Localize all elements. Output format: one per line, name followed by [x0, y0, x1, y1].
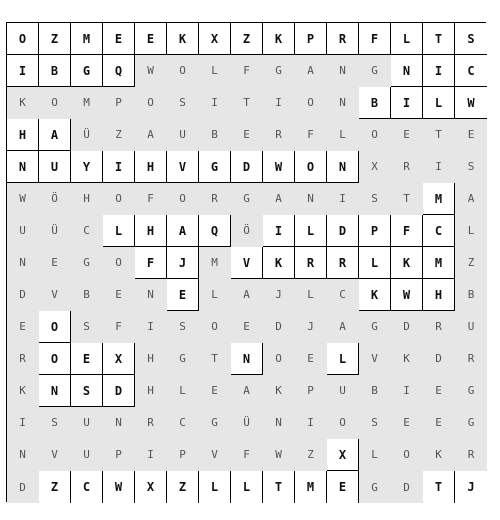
- grid-cell-r4-c7[interactable]: D: [231, 151, 263, 183]
- grid-cell-r13-c4[interactable]: I: [135, 439, 167, 471]
- grid-cell-r0-c14[interactable]: S: [455, 23, 487, 55]
- grid-cell-r8-c2[interactable]: B: [71, 279, 103, 311]
- grid-cell-r12-c10[interactable]: O: [327, 407, 359, 439]
- grid-cell-r2-c12[interactable]: I: [391, 87, 423, 119]
- grid-cell-r10-c2[interactable]: E: [71, 343, 103, 375]
- grid-cell-r5-c6[interactable]: R: [199, 183, 231, 215]
- grid-cell-r7-c9[interactable]: R: [295, 247, 327, 279]
- grid-cell-r11-c10[interactable]: U: [327, 375, 359, 407]
- grid-cell-r9-c0[interactable]: E: [7, 311, 39, 343]
- grid-cell-r13-c14[interactable]: R: [455, 439, 487, 471]
- grid-cell-r0-c12[interactable]: L: [391, 23, 423, 55]
- grid-cell-r8-c12[interactable]: W: [391, 279, 423, 311]
- grid-cell-r1-c8[interactable]: G: [263, 55, 295, 87]
- grid-cell-r14-c8[interactable]: T: [263, 471, 295, 503]
- grid-cell-r4-c6[interactable]: G: [199, 151, 231, 183]
- grid-cell-r6-c9[interactable]: L: [295, 215, 327, 247]
- grid-cell-r0-c8[interactable]: K: [263, 23, 295, 55]
- grid-cell-r3-c6[interactable]: B: [199, 119, 231, 151]
- grid-cell-r13-c13[interactable]: K: [423, 439, 455, 471]
- grid-cell-r0-c13[interactable]: T: [423, 23, 455, 55]
- grid-cell-r3-c0[interactable]: H: [7, 119, 39, 151]
- grid-cell-r0-c4[interactable]: E: [135, 23, 167, 55]
- grid-cell-r3-c13[interactable]: T: [423, 119, 455, 151]
- grid-cell-r9-c11[interactable]: G: [359, 311, 391, 343]
- grid-cell-r3-c2[interactable]: Ü: [71, 119, 103, 151]
- grid-cell-r5-c5[interactable]: O: [167, 183, 199, 215]
- grid-cell-r9-c4[interactable]: I: [135, 311, 167, 343]
- word-search-grid: [6, 22, 486, 502]
- grid-cell-r1-c3[interactable]: Q: [103, 55, 135, 87]
- grid-cell-r13-c8[interactable]: W: [263, 439, 295, 471]
- grid-cell-r6-c13[interactable]: C: [423, 215, 455, 247]
- grid-cell-r4-c9[interactable]: O: [295, 151, 327, 183]
- grid-cell-r14-c2[interactable]: C: [71, 471, 103, 503]
- grid-cell-r1-c12[interactable]: N: [391, 55, 423, 87]
- grid-cell-r3-c12[interactable]: E: [391, 119, 423, 151]
- grid-cell-r14-c14[interactable]: J: [455, 471, 487, 503]
- grid-cell-r6-c10[interactable]: D: [327, 215, 359, 247]
- grid-cell-r1-c9[interactable]: A: [295, 55, 327, 87]
- grid-cell-r0-c0[interactable]: O: [7, 23, 39, 55]
- grid-cell-r14-c4[interactable]: X: [135, 471, 167, 503]
- grid-cell-r4-c12[interactable]: R: [391, 151, 423, 183]
- grid-cell-r5-c8[interactable]: A: [263, 183, 295, 215]
- grid-cell-r7-c5[interactable]: J: [167, 247, 199, 279]
- grid-cell-r1-c6[interactable]: L: [199, 55, 231, 87]
- grid-cell-r2-c5[interactable]: S: [167, 87, 199, 119]
- grid-cell-r13-c1[interactable]: V: [39, 439, 71, 471]
- grid-cell-r14-c12[interactable]: D: [391, 471, 423, 503]
- grid-cell-r7-c10[interactable]: R: [327, 247, 359, 279]
- grid-cell-r6-c12[interactable]: F: [391, 215, 423, 247]
- grid-cell-r6-c2[interactable]: C: [71, 215, 103, 247]
- grid-cell-r9-c2[interactable]: S: [71, 311, 103, 343]
- grid-cell-r4-c13[interactable]: I: [423, 151, 455, 183]
- grid-cell-r14-c10[interactable]: E: [327, 471, 359, 503]
- grid-cell-r0-c11[interactable]: F: [359, 23, 391, 55]
- grid-cell-r4-c2[interactable]: Y: [71, 151, 103, 183]
- grid-cell-r4-c5[interactable]: V: [167, 151, 199, 183]
- grid-cell-r2-c1[interactable]: O: [39, 87, 71, 119]
- grid-cell-r5-c11[interactable]: S: [359, 183, 391, 215]
- grid-cell-r9-c8[interactable]: D: [263, 311, 295, 343]
- grid-cell-r3-c1[interactable]: A: [39, 119, 71, 151]
- grid-cell-r11-c14[interactable]: G: [455, 375, 487, 407]
- grid-cell-r9-c7[interactable]: E: [231, 311, 263, 343]
- grid-cell-r2-c3[interactable]: P: [103, 87, 135, 119]
- grid-cell-r7-c8[interactable]: K: [263, 247, 295, 279]
- grid-cell-r11-c11[interactable]: B: [359, 375, 391, 407]
- grid-cell-r4-c4[interactable]: H: [135, 151, 167, 183]
- grid-cell-r13-c11[interactable]: L: [359, 439, 391, 471]
- grid-cell-r12-c7[interactable]: Ü: [231, 407, 263, 439]
- grid-cell-r3-c4[interactable]: A: [135, 119, 167, 151]
- grid-cell-r12-c13[interactable]: E: [423, 407, 455, 439]
- grid-cell-r3-c7[interactable]: E: [231, 119, 263, 151]
- grid-cell-r4-c8[interactable]: W: [263, 151, 295, 183]
- grid-cell-r8-c8[interactable]: J: [263, 279, 295, 311]
- grid-cell-r1-c1[interactable]: B: [39, 55, 71, 87]
- grid-cell-r3-c11[interactable]: O: [359, 119, 391, 151]
- grid-cell-r12-c14[interactable]: G: [455, 407, 487, 439]
- grid-cell-r8-c3[interactable]: E: [103, 279, 135, 311]
- grid-cell-r2-c8[interactable]: I: [263, 87, 295, 119]
- grid-cell-r4-c11[interactable]: X: [359, 151, 391, 183]
- grid-cell-r7-c0[interactable]: N: [7, 247, 39, 279]
- grid-cell-r4-c3[interactable]: I: [103, 151, 135, 183]
- grid-cell-r2-c6[interactable]: I: [199, 87, 231, 119]
- grid-cell-r2-c11[interactable]: B: [359, 87, 391, 119]
- grid-cell-r13-c10[interactable]: X: [327, 439, 359, 471]
- grid-cell-r6-c7[interactable]: Ö: [231, 215, 263, 247]
- grid-cell-r2-c14[interactable]: W: [455, 87, 487, 119]
- grid-cell-r11-c4[interactable]: H: [135, 375, 167, 407]
- grid-cell-r13-c2[interactable]: U: [71, 439, 103, 471]
- grid-cell-r12-c2[interactable]: U: [71, 407, 103, 439]
- grid-cell-r11-c8[interactable]: K: [263, 375, 295, 407]
- grid-cell-r8-c6[interactable]: L: [199, 279, 231, 311]
- grid-cell-r13-c7[interactable]: F: [231, 439, 263, 471]
- grid-cell-r0-c10[interactable]: R: [327, 23, 359, 55]
- grid-cell-r12-c12[interactable]: E: [391, 407, 423, 439]
- grid-cell-r7-c11[interactable]: L: [359, 247, 391, 279]
- grid-cell-r2-c4[interactable]: O: [135, 87, 167, 119]
- grid-cell-r1-c10[interactable]: N: [327, 55, 359, 87]
- grid-cell-r14-c5[interactable]: Z: [167, 471, 199, 503]
- grid-cell-r6-c5[interactable]: A: [167, 215, 199, 247]
- grid-cell-r9-c5[interactable]: S: [167, 311, 199, 343]
- grid-cell-r13-c9[interactable]: Z: [295, 439, 327, 471]
- grid-cell-r14-c9[interactable]: M: [295, 471, 327, 503]
- grid-cell-r8-c0[interactable]: D: [7, 279, 39, 311]
- grid-cell-r14-c6[interactable]: L: [199, 471, 231, 503]
- grid-cell-r5-c3[interactable]: O: [103, 183, 135, 215]
- grid-cell-r14-c1[interactable]: Z: [39, 471, 71, 503]
- grid-cell-r9-c10[interactable]: A: [327, 311, 359, 343]
- grid-cell-r6-c8[interactable]: I: [263, 215, 295, 247]
- grid-cell-r12-c1[interactable]: S: [39, 407, 71, 439]
- grid-cell-r7-c4[interactable]: F: [135, 247, 167, 279]
- grid-cell-r1-c4[interactable]: W: [135, 55, 167, 87]
- grid-cell-r8-c7[interactable]: A: [231, 279, 263, 311]
- grid-cell-r10-c5[interactable]: G: [167, 343, 199, 375]
- grid-cell-r7-c14[interactable]: Z: [455, 247, 487, 279]
- grid-cell-r0-c6[interactable]: X: [199, 23, 231, 55]
- grid-cell-r12-c8[interactable]: N: [263, 407, 295, 439]
- grid-cell-r5-c7[interactable]: G: [231, 183, 263, 215]
- grid-cell-r9-c13[interactable]: R: [423, 311, 455, 343]
- grid-cell-r7-c1[interactable]: E: [39, 247, 71, 279]
- grid-cell-r11-c6[interactable]: E: [199, 375, 231, 407]
- grid-cell-r10-c14[interactable]: R: [455, 343, 487, 375]
- grid-cell-r8-c1[interactable]: V: [39, 279, 71, 311]
- grid-cell-r10-c12[interactable]: K: [391, 343, 423, 375]
- grid-cell-r1-c14[interactable]: C: [455, 55, 487, 87]
- grid-cell-r10-c10[interactable]: L: [327, 343, 359, 375]
- grid-cell-r2-c0[interactable]: K: [7, 87, 39, 119]
- grid-cell-r10-c13[interactable]: D: [423, 343, 455, 375]
- grid-cell-r14-c0[interactable]: D: [7, 471, 39, 503]
- grid-cell-r11-c7[interactable]: A: [231, 375, 263, 407]
- grid-cell-r9-c3[interactable]: F: [103, 311, 135, 343]
- grid-cell-r1-c0[interactable]: I: [7, 55, 39, 87]
- grid-cell-r5-c9[interactable]: N: [295, 183, 327, 215]
- grid-cell-r3-c8[interactable]: R: [263, 119, 295, 151]
- grid-cell-r7-c7[interactable]: V: [231, 247, 263, 279]
- grid-cell-r5-c2[interactable]: H: [71, 183, 103, 215]
- grid-cell-r12-c4[interactable]: R: [135, 407, 167, 439]
- grid-cell-r4-c10[interactable]: N: [327, 151, 359, 183]
- grid-cell-r0-c1[interactable]: Z: [39, 23, 71, 55]
- grid-cell-r6-c11[interactable]: P: [359, 215, 391, 247]
- grid-cell-r3-c3[interactable]: Z: [103, 119, 135, 151]
- grid-cell-r6-c1[interactable]: Ü: [39, 215, 71, 247]
- grid-cell-r2-c9[interactable]: O: [295, 87, 327, 119]
- grid-cell-r8-c14[interactable]: B: [455, 279, 487, 311]
- grid-cell-r1-c11[interactable]: G: [359, 55, 391, 87]
- grid-cell-r11-c2[interactable]: S: [71, 375, 103, 407]
- grid-cell-r0-c7[interactable]: Z: [231, 23, 263, 55]
- grid-cell-r5-c10[interactable]: I: [327, 183, 359, 215]
- grid-cell-r14-c11[interactable]: G: [359, 471, 391, 503]
- grid-cell-r7-c12[interactable]: K: [391, 247, 423, 279]
- grid-cell-r8-c5[interactable]: E: [167, 279, 199, 311]
- grid-cell-r12-c5[interactable]: C: [167, 407, 199, 439]
- grid-cell-r2-c13[interactable]: L: [423, 87, 455, 119]
- grid-cell-r7-c2[interactable]: G: [71, 247, 103, 279]
- grid-cell-r12-c3[interactable]: N: [103, 407, 135, 439]
- grid-cell-r3-c9[interactable]: F: [295, 119, 327, 151]
- grid-cell-r13-c3[interactable]: P: [103, 439, 135, 471]
- grid-cell-r10-c7[interactable]: N: [231, 343, 263, 375]
- grid-cell-r5-c0[interactable]: W: [7, 183, 39, 215]
- grid-cell-r14-c7[interactable]: L: [231, 471, 263, 503]
- grid-cell-r6-c6[interactable]: Q: [199, 215, 231, 247]
- grid-cell-r2-c10[interactable]: N: [327, 87, 359, 119]
- grid-cell-r10-c6[interactable]: T: [199, 343, 231, 375]
- grid-cell-r11-c5[interactable]: L: [167, 375, 199, 407]
- grid-cell-r12-c11[interactable]: S: [359, 407, 391, 439]
- grid-cell-r10-c0[interactable]: R: [7, 343, 39, 375]
- grid-cell-r11-c13[interactable]: E: [423, 375, 455, 407]
- grid-cell-r11-c1[interactable]: N: [39, 375, 71, 407]
- grid-cell-r7-c3[interactable]: O: [103, 247, 135, 279]
- grid-cell-r14-c13[interactable]: T: [423, 471, 455, 503]
- grid-cell-r6-c14[interactable]: L: [455, 215, 487, 247]
- grid-cell-r11-c12[interactable]: I: [391, 375, 423, 407]
- grid-cell-r6-c3[interactable]: L: [103, 215, 135, 247]
- grid-cell-r3-c14[interactable]: E: [455, 119, 487, 151]
- grid-cell-r12-c0[interactable]: I: [7, 407, 39, 439]
- grid-cell-r12-c6[interactable]: G: [199, 407, 231, 439]
- grid-cell-r10-c9[interactable]: E: [295, 343, 327, 375]
- grid-cell-r8-c10[interactable]: C: [327, 279, 359, 311]
- grid-cell-r1-c7[interactable]: F: [231, 55, 263, 87]
- grid-cell-r0-c3[interactable]: E: [103, 23, 135, 55]
- grid-cell-r4-c0[interactable]: N: [7, 151, 39, 183]
- grid-cell-r13-c0[interactable]: N: [7, 439, 39, 471]
- grid-cell-r2-c7[interactable]: T: [231, 87, 263, 119]
- grid-cell-r9-c9[interactable]: J: [295, 311, 327, 343]
- grid-cell-r3-c10[interactable]: L: [327, 119, 359, 151]
- grid-cell-r9-c14[interactable]: U: [455, 311, 487, 343]
- grid-cell-r8-c13[interactable]: H: [423, 279, 455, 311]
- grid-cell-r1-c5[interactable]: O: [167, 55, 199, 87]
- grid-cell-r11-c0[interactable]: K: [7, 375, 39, 407]
- grid-cell-r9-c6[interactable]: O: [199, 311, 231, 343]
- grid-cell-r2-c2[interactable]: M: [71, 87, 103, 119]
- grid-cell-r8-c11[interactable]: K: [359, 279, 391, 311]
- grid-cell-r11-c3[interactable]: D: [103, 375, 135, 407]
- grid-cell-r10-c3[interactable]: X: [103, 343, 135, 375]
- grid-cell-r10-c4[interactable]: H: [135, 343, 167, 375]
- grid-cell-r5-c1[interactable]: Ö: [39, 183, 71, 215]
- grid-cell-r5-c13[interactable]: M: [423, 183, 455, 215]
- grid-cell-r6-c4[interactable]: H: [135, 215, 167, 247]
- grid-cell-r9-c1[interactable]: O: [39, 311, 71, 343]
- grid-cell-r6-c0[interactable]: U: [7, 215, 39, 247]
- grid-cell-r1-c2[interactable]: G: [71, 55, 103, 87]
- grid-cell-r13-c12[interactable]: O: [391, 439, 423, 471]
- grid-cell-r13-c5[interactable]: P: [167, 439, 199, 471]
- grid-cell-r7-c13[interactable]: M: [423, 247, 455, 279]
- grid-cell-r7-c6[interactable]: M: [199, 247, 231, 279]
- grid-cell-r1-c13[interactable]: I: [423, 55, 455, 87]
- grid-cell-r3-c5[interactable]: U: [167, 119, 199, 151]
- grid-cell-r0-c5[interactable]: K: [167, 23, 199, 55]
- grid-cell-r13-c6[interactable]: V: [199, 439, 231, 471]
- grid-cell-r4-c14[interactable]: S: [455, 151, 487, 183]
- grid-cell-r4-c1[interactable]: U: [39, 151, 71, 183]
- grid-cell-r10-c11[interactable]: V: [359, 343, 391, 375]
- grid-cell-r14-c3[interactable]: W: [103, 471, 135, 503]
- grid-cell-r0-c2[interactable]: M: [71, 23, 103, 55]
- grid-cell-r5-c4[interactable]: F: [135, 183, 167, 215]
- grid-cell-r11-c9[interactable]: P: [295, 375, 327, 407]
- grid-cell-r5-c14[interactable]: A: [455, 183, 487, 215]
- grid-cell-r10-c8[interactable]: O: [263, 343, 295, 375]
- grid-cell-r0-c9[interactable]: P: [295, 23, 327, 55]
- grid-cell-r9-c12[interactable]: D: [391, 311, 423, 343]
- grid-cell-r8-c4[interactable]: N: [135, 279, 167, 311]
- grid-cell-r5-c12[interactable]: T: [391, 183, 423, 215]
- grid-cell-r10-c1[interactable]: O: [39, 343, 71, 375]
- grid-cell-r8-c9[interactable]: L: [295, 279, 327, 311]
- grid-cell-r12-c9[interactable]: I: [295, 407, 327, 439]
